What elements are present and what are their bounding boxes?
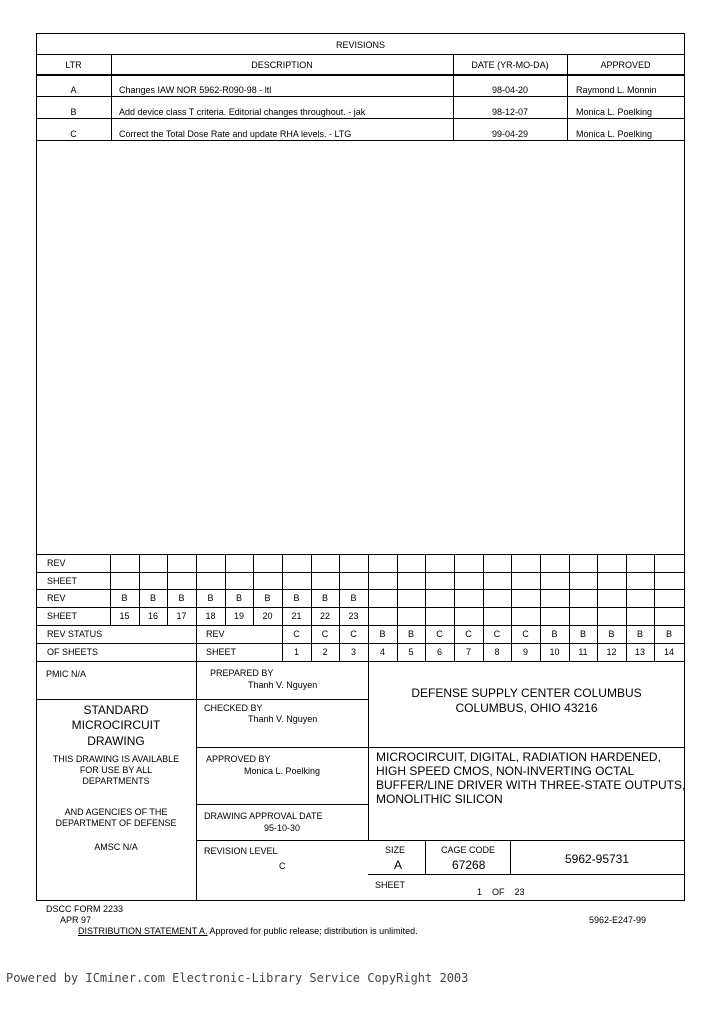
standard-title-line: DRAWING <box>87 734 145 748</box>
revision-date: 98-04-20 <box>491 85 529 95</box>
sheet-cell: 23 <box>348 611 359 621</box>
date-header: DATE (YR-MO-DA) <box>471 60 549 70</box>
rev-label: REV <box>47 593 66 603</box>
rev-cell: C <box>321 629 329 639</box>
drawing-number: 5962-95731 <box>564 852 630 866</box>
prepared-by-label: PREPARED BY <box>210 668 274 678</box>
form-date: APR 97 <box>60 915 92 925</box>
standard-title-line: STANDARD <box>83 703 149 717</box>
sheet-cell: 3 <box>350 647 356 657</box>
revision-description: Changes IAW NOR 5962-R090-98 - ltl <box>119 85 272 95</box>
rev-cell: B <box>149 593 156 603</box>
rev-cell: B <box>407 629 414 639</box>
rev-cell: B <box>551 629 558 639</box>
size-label: SIZE <box>385 845 406 855</box>
sheet-cell: 5 <box>408 647 414 657</box>
availability-line: FOR USE BY ALL <box>79 765 153 775</box>
revision-letter: C <box>70 129 77 139</box>
sheet-cell: 8 <box>494 647 500 657</box>
approved-by-name: Monica L. Poelking <box>244 766 321 776</box>
powered-by-footer: Powered by ICminer.com Electronic-Library Service CopyRight 2003 <box>6 971 469 985</box>
rev-cell: C <box>350 629 357 639</box>
revision-approver: Monica L. Poelking <box>576 129 653 139</box>
description-header: DESCRIPTION <box>251 60 313 70</box>
rev-cell: C <box>436 629 443 639</box>
revision-date: 99-04-29 <box>491 129 529 139</box>
rev-cell: B <box>665 629 672 639</box>
approved-header: APPROVED <box>600 60 651 70</box>
revision-approver: Raymond L. Monnin <box>576 85 657 95</box>
rev-cell: B <box>207 593 214 603</box>
checked-by-name: Thanh V. Nguyen <box>248 714 318 724</box>
revision-level-label: REVISION LEVEL <box>204 846 278 856</box>
approved-by-label: APPROVED BY <box>206 754 271 764</box>
revision-letter: B <box>70 107 77 117</box>
sheet-cell: 20 <box>262 611 273 621</box>
rev-cell: B <box>235 593 242 603</box>
ltr-header: LTR <box>65 60 82 70</box>
distribution-statement <box>78 926 418 936</box>
sheet-cell: 11 <box>578 647 588 657</box>
rev-cell: B <box>636 629 643 639</box>
form-number: DSCC FORM 2233 <box>46 904 124 914</box>
sheet-cell: 6 <box>436 647 442 657</box>
sheet-cell: 22 <box>319 611 330 621</box>
agency-name: DEFENSE SUPPLY CENTER COLUMBUS <box>411 686 642 700</box>
size-value: A <box>394 858 403 872</box>
rev-label: REV <box>206 629 225 639</box>
agency-city: COLUMBUS, OHIO 43216 <box>455 701 598 715</box>
rev-cell: B <box>178 593 185 603</box>
sheet-label: SHEET <box>206 647 237 657</box>
availability-line: DEPARTMENTS <box>82 776 150 786</box>
document-code: 5962-E247-99 <box>589 915 647 925</box>
sheet-label: SHEET <box>375 880 406 890</box>
drawing-title-line: MONOLITHIC SILICON <box>376 792 503 806</box>
rev-cell: B <box>293 593 300 603</box>
approval-date-label: DRAWING APPROVAL DATE <box>204 811 323 821</box>
sheet-cell: 14 <box>663 647 674 657</box>
revision-approver: Monica L. Poelking <box>576 107 653 117</box>
cage-code-label: CAGE CODE <box>441 845 496 855</box>
sheet-of-count: 1 OF 23 <box>477 887 525 897</box>
drawing-title-line: MICROCIRCUIT, DIGITAL, RADIATION HARDENED, <box>376 750 661 764</box>
sheet-cell: 4 <box>379 647 385 657</box>
rev-cell: B <box>264 593 271 603</box>
pmic-label: PMIC N/A <box>46 669 87 679</box>
sheet-label: SHEET <box>47 611 78 621</box>
sheet-cell: 9 <box>522 647 528 657</box>
rev-cell: B <box>321 593 328 603</box>
sheet-label: SHEET <box>47 576 78 586</box>
sheet-cell: 17 <box>176 611 187 621</box>
rev-status-label: REV STATUS <box>47 629 103 639</box>
sheet-cell: 13 <box>634 647 645 657</box>
of-sheets-label: OF SHEETS <box>47 647 99 657</box>
revision-letter: A <box>70 85 77 95</box>
drawing-title-line: HIGH SPEED CMOS, NON-INVERTING OCTAL <box>376 764 635 778</box>
revisions-title: REVISIONS <box>335 40 385 50</box>
distribution-label: DISTRIBUTION STATEMENT A. <box>78 926 208 936</box>
prepared-by-name: Thanh V. Nguyen <box>248 680 318 690</box>
rev-label: REV <box>47 558 66 568</box>
rev-cell: C <box>522 629 529 639</box>
agencies-line: AND AGENCIES OF THE <box>64 807 168 817</box>
approval-date: 95-10-30 <box>264 823 301 833</box>
revision-date: 98-12-07 <box>491 107 529 117</box>
revision-description: Correct the Total Dose Rate and update RHA levels. - LTG <box>119 129 352 139</box>
sheet-cell: 10 <box>549 647 560 657</box>
rev-cell: B <box>121 593 128 603</box>
sheet-cell: 7 <box>465 647 471 657</box>
sheet-cell: 21 <box>291 611 302 621</box>
rev-cell: C <box>293 629 300 639</box>
agencies-line: DEPARTMENT OF DEFENSE <box>55 818 177 828</box>
rev-cell: B <box>579 629 586 639</box>
rev-cell: C <box>493 629 501 639</box>
drawing-title-line: BUFFER/LINE DRIVER WITH THREE-STATE OUTPUTS, <box>376 778 686 792</box>
sheet-cell: 18 <box>205 611 216 621</box>
availability-line: THIS DRAWING IS AVAILABLE <box>52 754 180 764</box>
sheet-cell: 2 <box>322 647 328 657</box>
distribution-text: Approved for public release; distribution is unlimited. <box>209 926 418 936</box>
standard-title-line: MICROCIRCUIT <box>71 718 161 732</box>
revision-level: C <box>279 861 286 871</box>
sheet-cell: 1 <box>293 647 299 657</box>
rev-cell: B <box>350 593 357 603</box>
sheet-cell: 12 <box>606 647 617 657</box>
rev-cell: B <box>379 629 386 639</box>
sheet-cell: 16 <box>147 611 158 621</box>
sheet-cell: 19 <box>233 611 244 621</box>
sheet-cell: 15 <box>119 611 130 621</box>
checked-by-label: CHECKED BY <box>204 703 263 713</box>
revision-description: Add device class T criteria. Editorial changes throughout. - jak <box>119 107 366 117</box>
rev-cell: B <box>608 629 615 639</box>
cage-code-value: 67268 <box>452 858 486 872</box>
amsc-label: AMSC N/A <box>94 842 138 852</box>
rev-cell: C <box>465 629 472 639</box>
